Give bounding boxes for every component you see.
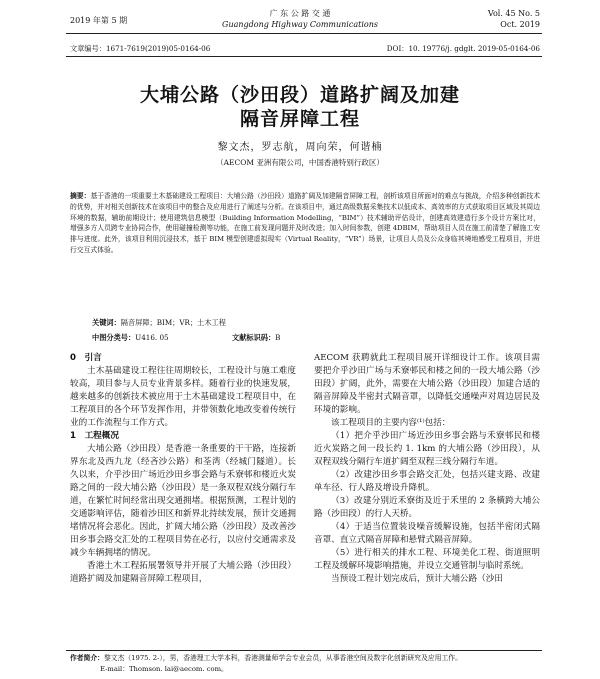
title-line-1: 大埔公路（沙田段）道路扩阔及加建 [139, 84, 460, 106]
paragraph: 大埔公路（沙田段）是香港一条重要的干干路，连接新界东北及西九龙（经吝沙公路）和荃湾（经城门隧道）。长久以来，介乎沙田广场近沙田乡事会路与禾寮邨和楼近火炭路之间的一段大埔公路（沙田段）是一条双程双线分隔行车道，在繁忙时间经常出现交通拥堵。根据预测，工程计划的交通影响评估，随着沙田区和新界北持续发展，预计交通拥堵情况将会恶化。因此，扩阔大埔公路（沙田段）及改善沙田乡事会路交汇处的工程项目势在必行，以应付交通需求及减少车辆拥堵的情况。 [70, 444, 296, 558]
authors: 黎文杰，罗志航，周向荣，何谐楠 [217, 142, 383, 153]
title-line-2: 隔音屏障工程 [239, 108, 360, 130]
journal-title-cn: 广 东 公 路 交 通 [269, 9, 331, 18]
keywords-label: 关键词： [92, 318, 121, 327]
paragraph: 该工程项目的主要内容⁽¹⁾包括： [331, 418, 451, 428]
keywords [92, 318, 226, 328]
abstract-label: 摘要： [70, 192, 91, 200]
affiliation: （AECOM 亚洲有限公司，中国香港特别行政区） [216, 158, 384, 167]
section-heading-overview: 1 工程概况 [70, 431, 119, 441]
date-label: Oct. 2019 [500, 20, 540, 29]
list-item: （1）把介乎沙田广场近沙田乡事会路与禾寮邨民和楼近火炭路之间一段长约 1. 1km 的大埔公路（沙田段），从双程双线分隔行车道扩阔至双程三线分隔行车道。 [314, 431, 540, 467]
abstract-text: 基于香港的一项重要土木基础建设工程项目：大埔公路（沙田段）道路扩阔及加建隔音屏障工程，剖析该项目所面对的难点与挑战，介绍多种创新技术的优势，并对相关创新技术在该项目中的整合及应用进行了阐述与分析。在该项目中，通过高级数据采集技术以低成本、高效率的方式获取项目区域及其周边环境的数据，辅助前期设计；使用建筑信息模型（Building Information Modelling，“BIM”）技术辅助评估设计，创建高效建造行多个设计方案比对，增强多方人员跨专业协同合作，使用碰撞检测等功能，在施工前发现问题并及时改进；加入时间参数，创建 4DBIM，帮助项目人员在施工前清楚了解施工安排与进度。此外，该项目利用沉浸技术，基于 BIM 模型创建虚拟现实（Virtual Reality，“VR”）场景，让项目人员及公众身临其境地感受工程项目，并进行交互式体验。 [70, 192, 541, 254]
list-item: （4）于适当位置装设噪音缓解设施，包括半密闭式隔音罩、直立式隔音屏障和悬臂式隔音屏障。 [314, 522, 540, 545]
paragraph: 香港土木工程拓展署领导并开展了大埔公路（沙田段）道路扩阔及加建隔音屏障工程项目， [70, 561, 296, 584]
volume-label: Vol. 45 No. 5 [487, 9, 540, 18]
list-item: （5）进行相关的排水工程、环境美化工程、街道照明工程及缓解环境影响措施，并设立交通管制与临时系统。 [314, 548, 540, 571]
list-item: （2）改建沙田乡事会路交汇处，包括兴建支路、改建单车径、行人路及增设升降机。 [314, 470, 540, 493]
section-heading-intro: 0 引言 [70, 353, 102, 363]
author-bio-text: 黎文杰（1975. 2-），男，香港理工大学本科，香港测量师学会专业会员，从事香港空间及数字化创新研究及应用工作。 [103, 654, 462, 662]
paragraph: 土木基础建设工程往往周期较长，工程设计与施工难度较高，项目参与人员专业背景多样。随着行业的快速发展，越来越多的创新技术被应用于土木基础建设工程项目中，在工程项目的各个环节发挥作用，并带领数化地改变着传统行业的工作流程与工作方式。 [70, 366, 296, 428]
doc-code-label: 文献标识码： [232, 333, 276, 342]
paragraph: 当预设工程计划完成后，预计大埔公路（沙田 [331, 574, 503, 584]
abstract [70, 191, 540, 256]
author-bio [70, 653, 540, 664]
header-rule [66, 33, 542, 34]
author-bio-label: 作者简介： [70, 654, 104, 662]
issue-label: 2019 年第 5 期 [70, 16, 128, 25]
keywords-text: 隔音屏障；BIM；VR；土木工程 [120, 318, 226, 327]
list-item: （3）改建分别近禾寮街及近于禾里的 2 条横跨大埔公路（沙田段）的行人天桥。 [314, 496, 540, 519]
clc-value: U416. 05 [135, 333, 169, 342]
clc-number [92, 333, 169, 343]
author-email: E-mail：Thomson. lai@aecom. com。 [100, 665, 228, 673]
journal-title-en: Guangdong Highway Communications [222, 20, 378, 29]
clc-label: 中图分类号： [92, 333, 136, 342]
article-number: 文章编号：1671-7619(2019)05-0164-06 [70, 44, 211, 53]
footer-rule [66, 650, 542, 651]
doc-code-value: B [275, 333, 281, 342]
doi: DOI：10. 19776/j. gdglt. 2019-05-0164-06 [386, 44, 540, 53]
id-rule [66, 56, 542, 57]
paragraph: AECOM 获聘就此工程项目展开详细设计工作。该项目需要把介乎沙田广场与禾寮邨民和楼之间的一段大埔公路（沙田段）扩阔，此外，需要在大埔公路（沙田段）加建合适的隔音屏障及半密封式隔音罩，以降低交通噪声对周边居民及环境的影响。 [314, 353, 540, 415]
left-column [70, 352, 296, 586]
doc-code [232, 333, 280, 343]
right-column [314, 352, 540, 586]
